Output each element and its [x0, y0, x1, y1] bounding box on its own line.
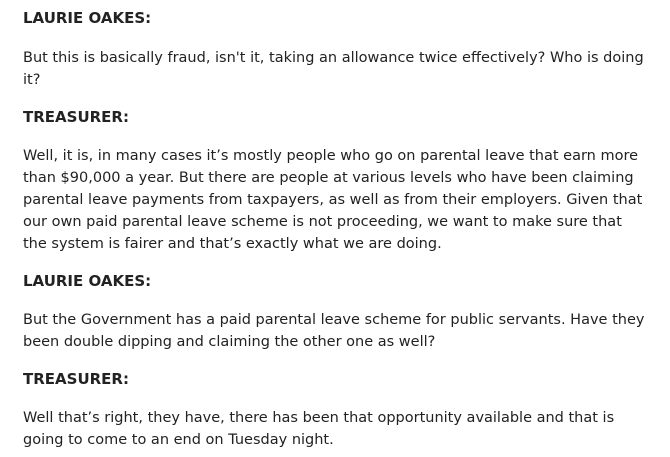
- speaker-label: LAURIE OAKES:: [23, 9, 152, 27]
- speaker-label: TREASURER:: [23, 370, 129, 388]
- speaker-label: LAURIE OAKES:: [23, 272, 152, 290]
- speaker-label: TREASURER:: [23, 108, 129, 126]
- dialogue-paragraph: But the Government has a paid parental leave scheme for public servants. Have they been double dipping and claiming the other one as well?: [23, 312, 645, 350]
- dialogue-paragraph: But this is basically fraud, isn't it, taking an allowance twice effectively? Who is doing it?: [23, 50, 644, 88]
- dialogue-paragraph: Well that’s right, they have, there has been that opportunity available and that is going to come to an end on Tuesday night.: [23, 410, 615, 448]
- dialogue-paragraph: Well, it is, in many cases it’s mostly people who go on parental leave that earn more than $90,000 a year. But there are people at various levels who have been claiming parental leave payments from taxpayers, as well as from their employers. Given that our own paid parental leave scheme is not proceeding, we want to make sure that the system is fairer and that’s exactly what we are doing.: [23, 148, 643, 252]
